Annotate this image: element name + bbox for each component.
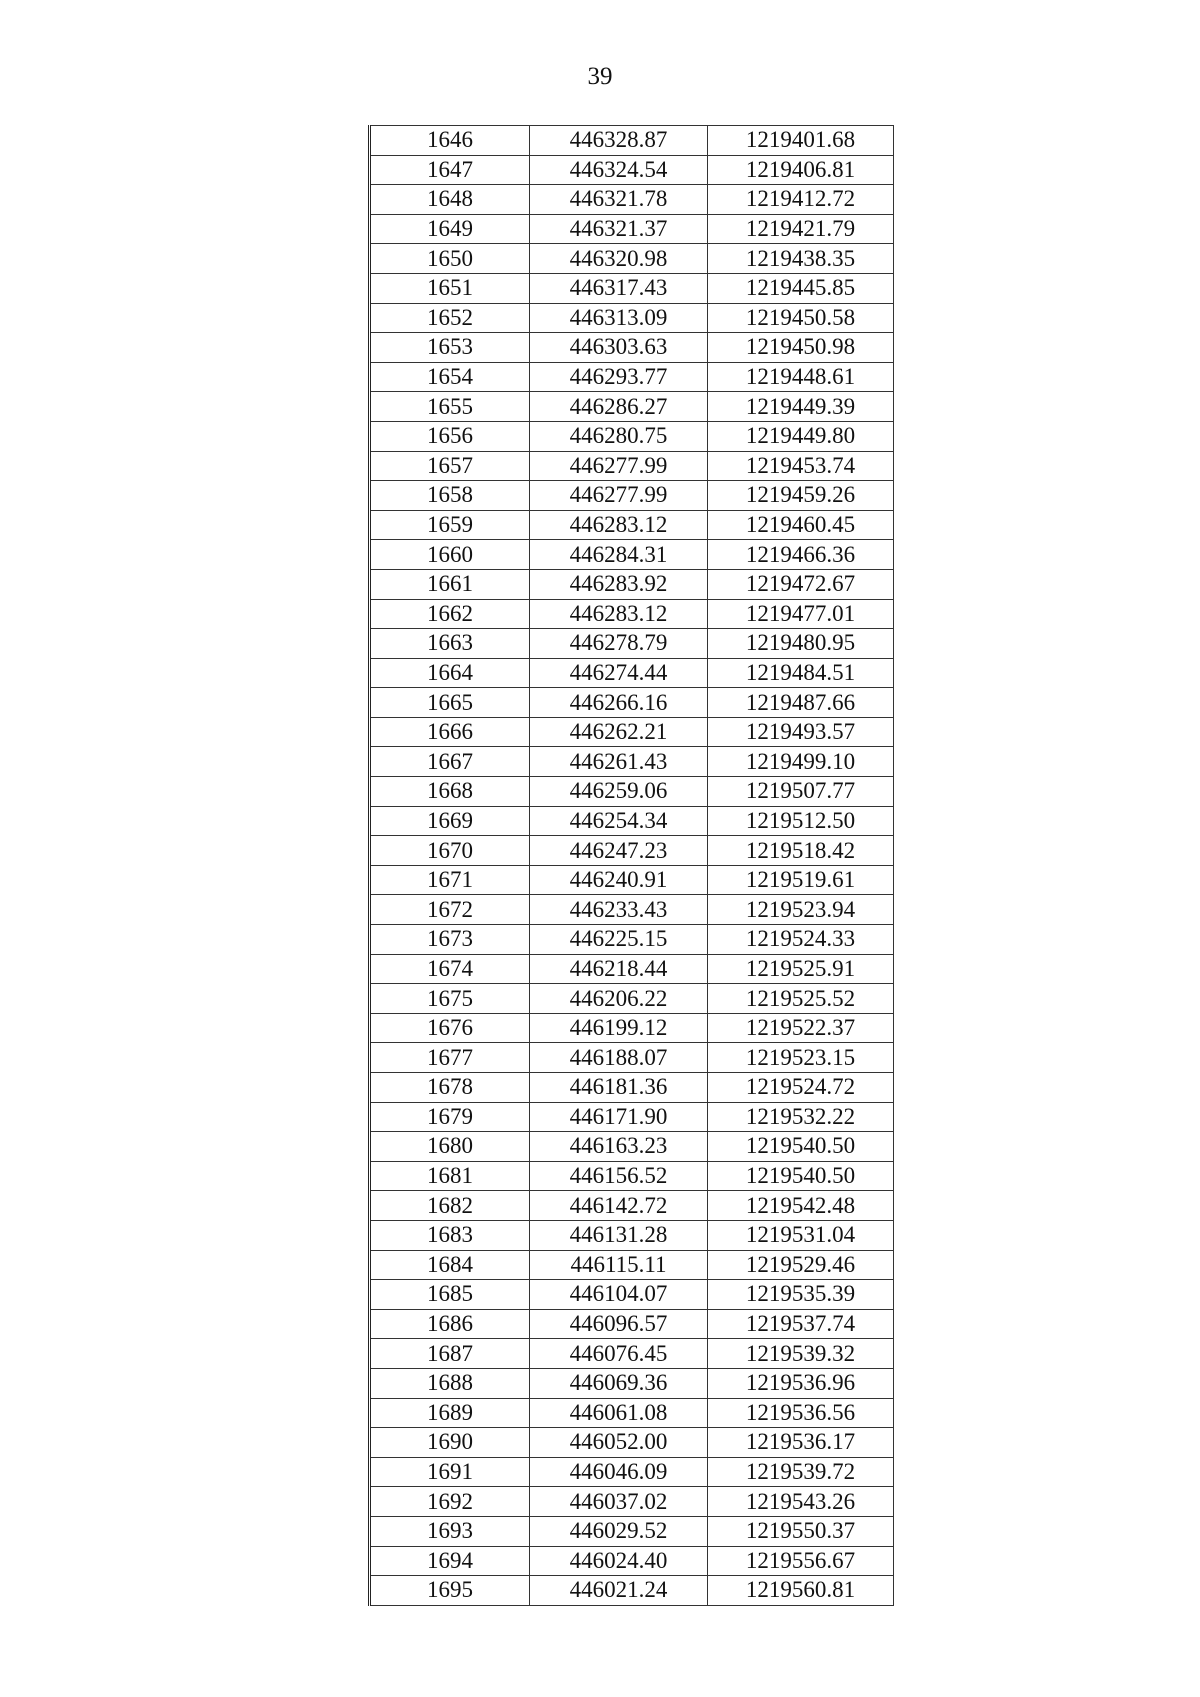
point-number-cell: 1665 <box>370 688 530 718</box>
point-number-cell: 1674 <box>370 954 530 984</box>
y-coordinate-cell: 1219531.04 <box>708 1220 894 1250</box>
point-number-cell: 1691 <box>370 1457 530 1487</box>
y-coordinate-cell: 1219421.79 <box>708 214 894 244</box>
point-number-cell: 1657 <box>370 451 530 481</box>
y-coordinate-cell: 1219450.98 <box>708 333 894 363</box>
y-coordinate-cell: 1219449.80 <box>708 421 894 451</box>
page-number: 39 <box>587 63 613 90</box>
x-coordinate-cell: 446156.52 <box>530 1161 708 1191</box>
point-number-cell: 1679 <box>370 1102 530 1132</box>
point-number-cell: 1678 <box>370 1073 530 1103</box>
point-number-cell: 1686 <box>370 1309 530 1339</box>
table-row <box>370 1161 894 1191</box>
y-coordinate-cell: 1219401.68 <box>708 126 894 156</box>
x-coordinate-cell: 446052.00 <box>530 1428 708 1458</box>
y-coordinate-cell: 1219525.52 <box>708 984 894 1014</box>
table-row <box>370 244 894 274</box>
y-coordinate-cell: 1219450.58 <box>708 303 894 333</box>
table-row <box>370 421 894 451</box>
point-number-cell: 1652 <box>370 303 530 333</box>
table-row <box>370 717 894 747</box>
x-coordinate-cell: 446283.92 <box>530 569 708 599</box>
x-coordinate-cell: 446076.45 <box>530 1339 708 1369</box>
x-coordinate-cell: 446321.78 <box>530 185 708 215</box>
y-coordinate-cell: 1219449.39 <box>708 392 894 422</box>
x-coordinate-cell: 446171.90 <box>530 1102 708 1132</box>
coordinate-table <box>368 125 894 1606</box>
table-row <box>370 895 894 925</box>
table-row <box>370 688 894 718</box>
x-coordinate-cell: 446277.99 <box>530 451 708 481</box>
x-coordinate-cell: 446115.11 <box>530 1250 708 1280</box>
table-row <box>370 569 894 599</box>
point-number-cell: 1688 <box>370 1368 530 1398</box>
table-row <box>370 658 894 688</box>
table-row <box>370 481 894 511</box>
y-coordinate-cell: 1219484.51 <box>708 658 894 688</box>
table-row <box>370 1309 894 1339</box>
point-number-cell: 1648 <box>370 185 530 215</box>
point-number-cell: 1677 <box>370 1043 530 1073</box>
point-number-cell: 1658 <box>370 481 530 511</box>
table-row <box>370 629 894 659</box>
table-row <box>370 806 894 836</box>
table-row <box>370 303 894 333</box>
point-number-cell: 1664 <box>370 658 530 688</box>
point-number-cell: 1685 <box>370 1280 530 1310</box>
point-number-cell: 1669 <box>370 806 530 836</box>
y-coordinate-cell: 1219537.74 <box>708 1309 894 1339</box>
y-coordinate-cell: 1219480.95 <box>708 629 894 659</box>
point-number-cell: 1647 <box>370 155 530 185</box>
y-coordinate-cell: 1219518.42 <box>708 836 894 866</box>
y-coordinate-cell: 1219487.66 <box>708 688 894 718</box>
x-coordinate-cell: 446321.37 <box>530 214 708 244</box>
point-number-cell: 1680 <box>370 1132 530 1162</box>
point-number-cell: 1663 <box>370 629 530 659</box>
table-row <box>370 362 894 392</box>
y-coordinate-cell: 1219535.39 <box>708 1280 894 1310</box>
point-number-cell: 1687 <box>370 1339 530 1369</box>
x-coordinate-cell: 446278.79 <box>530 629 708 659</box>
y-coordinate-cell: 1219512.50 <box>708 806 894 836</box>
point-number-cell: 1673 <box>370 925 530 955</box>
point-number-cell: 1654 <box>370 362 530 392</box>
table-row <box>370 540 894 570</box>
x-coordinate-cell: 446274.44 <box>530 658 708 688</box>
x-coordinate-cell: 446284.31 <box>530 540 708 570</box>
table-row <box>370 1132 894 1162</box>
y-coordinate-cell: 1219412.72 <box>708 185 894 215</box>
point-number-cell: 1661 <box>370 569 530 599</box>
point-number-cell: 1676 <box>370 1013 530 1043</box>
x-coordinate-cell: 446218.44 <box>530 954 708 984</box>
table-row <box>370 1102 894 1132</box>
x-coordinate-cell: 446233.43 <box>530 895 708 925</box>
x-coordinate-cell: 446266.16 <box>530 688 708 718</box>
x-coordinate-cell: 446163.23 <box>530 1132 708 1162</box>
table-row <box>370 747 894 777</box>
y-coordinate-cell: 1219536.56 <box>708 1398 894 1428</box>
y-coordinate-cell: 1219532.22 <box>708 1102 894 1132</box>
table-row <box>370 954 894 984</box>
point-number-cell: 1693 <box>370 1516 530 1546</box>
x-coordinate-cell: 446029.52 <box>530 1516 708 1546</box>
x-coordinate-cell: 446131.28 <box>530 1220 708 1250</box>
x-coordinate-cell: 446142.72 <box>530 1191 708 1221</box>
x-coordinate-cell: 446254.34 <box>530 806 708 836</box>
point-number-cell: 1646 <box>370 126 530 156</box>
table-row <box>370 1576 894 1606</box>
table-row <box>370 1280 894 1310</box>
y-coordinate-cell: 1219524.72 <box>708 1073 894 1103</box>
point-number-cell: 1682 <box>370 1191 530 1221</box>
point-number-cell: 1656 <box>370 421 530 451</box>
x-coordinate-cell: 446104.07 <box>530 1280 708 1310</box>
point-number-cell: 1660 <box>370 540 530 570</box>
point-number-cell: 1689 <box>370 1398 530 1428</box>
x-coordinate-cell: 446199.12 <box>530 1013 708 1043</box>
table-row <box>370 836 894 866</box>
x-coordinate-cell: 446293.77 <box>530 362 708 392</box>
table-row <box>370 126 894 156</box>
x-coordinate-cell: 446188.07 <box>530 1043 708 1073</box>
y-coordinate-cell: 1219523.94 <box>708 895 894 925</box>
x-coordinate-cell: 446247.23 <box>530 836 708 866</box>
coordinate-table-body <box>370 126 894 1606</box>
x-coordinate-cell: 446324.54 <box>530 155 708 185</box>
y-coordinate-cell: 1219507.77 <box>708 777 894 807</box>
y-coordinate-cell: 1219539.72 <box>708 1457 894 1487</box>
x-coordinate-cell: 446061.08 <box>530 1398 708 1428</box>
table-row <box>370 155 894 185</box>
y-coordinate-cell: 1219472.67 <box>708 569 894 599</box>
table-row <box>370 1250 894 1280</box>
point-number-cell: 1684 <box>370 1250 530 1280</box>
table-row <box>370 1516 894 1546</box>
x-coordinate-cell: 446096.57 <box>530 1309 708 1339</box>
y-coordinate-cell: 1219499.10 <box>708 747 894 777</box>
point-number-cell: 1695 <box>370 1576 530 1606</box>
table-row <box>370 1339 894 1369</box>
point-number-cell: 1672 <box>370 895 530 925</box>
table-row <box>370 1487 894 1517</box>
x-coordinate-cell: 446225.15 <box>530 925 708 955</box>
table-row <box>370 777 894 807</box>
x-coordinate-cell: 446261.43 <box>530 747 708 777</box>
table-row <box>370 925 894 955</box>
x-coordinate-cell: 446259.06 <box>530 777 708 807</box>
point-number-cell: 1681 <box>370 1161 530 1191</box>
x-coordinate-cell: 446206.22 <box>530 984 708 1014</box>
y-coordinate-cell: 1219438.35 <box>708 244 894 274</box>
y-coordinate-cell: 1219459.26 <box>708 481 894 511</box>
y-coordinate-cell: 1219543.26 <box>708 1487 894 1517</box>
table-row <box>370 599 894 629</box>
point-number-cell: 1690 <box>370 1428 530 1458</box>
x-coordinate-cell: 446277.99 <box>530 481 708 511</box>
x-coordinate-cell: 446262.21 <box>530 717 708 747</box>
table-row <box>370 185 894 215</box>
x-coordinate-cell: 446240.91 <box>530 865 708 895</box>
x-coordinate-cell: 446069.36 <box>530 1368 708 1398</box>
point-number-cell: 1655 <box>370 392 530 422</box>
y-coordinate-cell: 1219540.50 <box>708 1132 894 1162</box>
table-row <box>370 984 894 1014</box>
x-coordinate-cell: 446280.75 <box>530 421 708 451</box>
point-number-cell: 1650 <box>370 244 530 274</box>
x-coordinate-cell: 446283.12 <box>530 510 708 540</box>
point-number-cell: 1653 <box>370 333 530 363</box>
y-coordinate-cell: 1219560.81 <box>708 1576 894 1606</box>
table-row <box>370 865 894 895</box>
table-row <box>370 1368 894 1398</box>
x-coordinate-cell: 446317.43 <box>530 273 708 303</box>
table-row <box>370 1191 894 1221</box>
point-number-cell: 1662 <box>370 599 530 629</box>
x-coordinate-cell: 446021.24 <box>530 1576 708 1606</box>
y-coordinate-cell: 1219525.91 <box>708 954 894 984</box>
x-coordinate-cell: 446303.63 <box>530 333 708 363</box>
table-row <box>370 1073 894 1103</box>
point-number-cell: 1670 <box>370 836 530 866</box>
y-coordinate-cell: 1219536.96 <box>708 1368 894 1398</box>
point-number-cell: 1692 <box>370 1487 530 1517</box>
x-coordinate-cell: 446283.12 <box>530 599 708 629</box>
x-coordinate-cell: 446320.98 <box>530 244 708 274</box>
y-coordinate-cell: 1219519.61 <box>708 865 894 895</box>
table-row <box>370 510 894 540</box>
y-coordinate-cell: 1219448.61 <box>708 362 894 392</box>
x-coordinate-cell: 446313.09 <box>530 303 708 333</box>
x-coordinate-cell: 446046.09 <box>530 1457 708 1487</box>
table-row <box>370 333 894 363</box>
y-coordinate-cell: 1219445.85 <box>708 273 894 303</box>
y-coordinate-cell: 1219540.50 <box>708 1161 894 1191</box>
table-row <box>370 392 894 422</box>
y-coordinate-cell: 1219529.46 <box>708 1250 894 1280</box>
point-number-cell: 1683 <box>370 1220 530 1250</box>
table-row <box>370 1013 894 1043</box>
table-row <box>370 1546 894 1576</box>
point-number-cell: 1668 <box>370 777 530 807</box>
table-row <box>370 451 894 481</box>
y-coordinate-cell: 1219466.36 <box>708 540 894 570</box>
x-coordinate-cell: 446024.40 <box>530 1546 708 1576</box>
y-coordinate-cell: 1219406.81 <box>708 155 894 185</box>
x-coordinate-cell: 446286.27 <box>530 392 708 422</box>
y-coordinate-cell: 1219523.15 <box>708 1043 894 1073</box>
y-coordinate-cell: 1219539.32 <box>708 1339 894 1369</box>
y-coordinate-cell: 1219536.17 <box>708 1428 894 1458</box>
point-number-cell: 1651 <box>370 273 530 303</box>
table-row <box>370 1220 894 1250</box>
y-coordinate-cell: 1219493.57 <box>708 717 894 747</box>
x-coordinate-cell: 446037.02 <box>530 1487 708 1517</box>
table-row <box>370 273 894 303</box>
point-number-cell: 1667 <box>370 747 530 777</box>
y-coordinate-cell: 1219522.37 <box>708 1013 894 1043</box>
table-row <box>370 1457 894 1487</box>
y-coordinate-cell: 1219556.67 <box>708 1546 894 1576</box>
y-coordinate-cell: 1219453.74 <box>708 451 894 481</box>
y-coordinate-cell: 1219550.37 <box>708 1516 894 1546</box>
y-coordinate-cell: 1219477.01 <box>708 599 894 629</box>
x-coordinate-cell: 446181.36 <box>530 1073 708 1103</box>
point-number-cell: 1671 <box>370 865 530 895</box>
table-row <box>370 1398 894 1428</box>
point-number-cell: 1659 <box>370 510 530 540</box>
point-number-cell: 1694 <box>370 1546 530 1576</box>
table-row <box>370 1043 894 1073</box>
point-number-cell: 1675 <box>370 984 530 1014</box>
point-number-cell: 1649 <box>370 214 530 244</box>
y-coordinate-cell: 1219460.45 <box>708 510 894 540</box>
point-number-cell: 1666 <box>370 717 530 747</box>
y-coordinate-cell: 1219524.33 <box>708 925 894 955</box>
table-row <box>370 214 894 244</box>
table-row <box>370 1428 894 1458</box>
y-coordinate-cell: 1219542.48 <box>708 1191 894 1221</box>
x-coordinate-cell: 446328.87 <box>530 126 708 156</box>
